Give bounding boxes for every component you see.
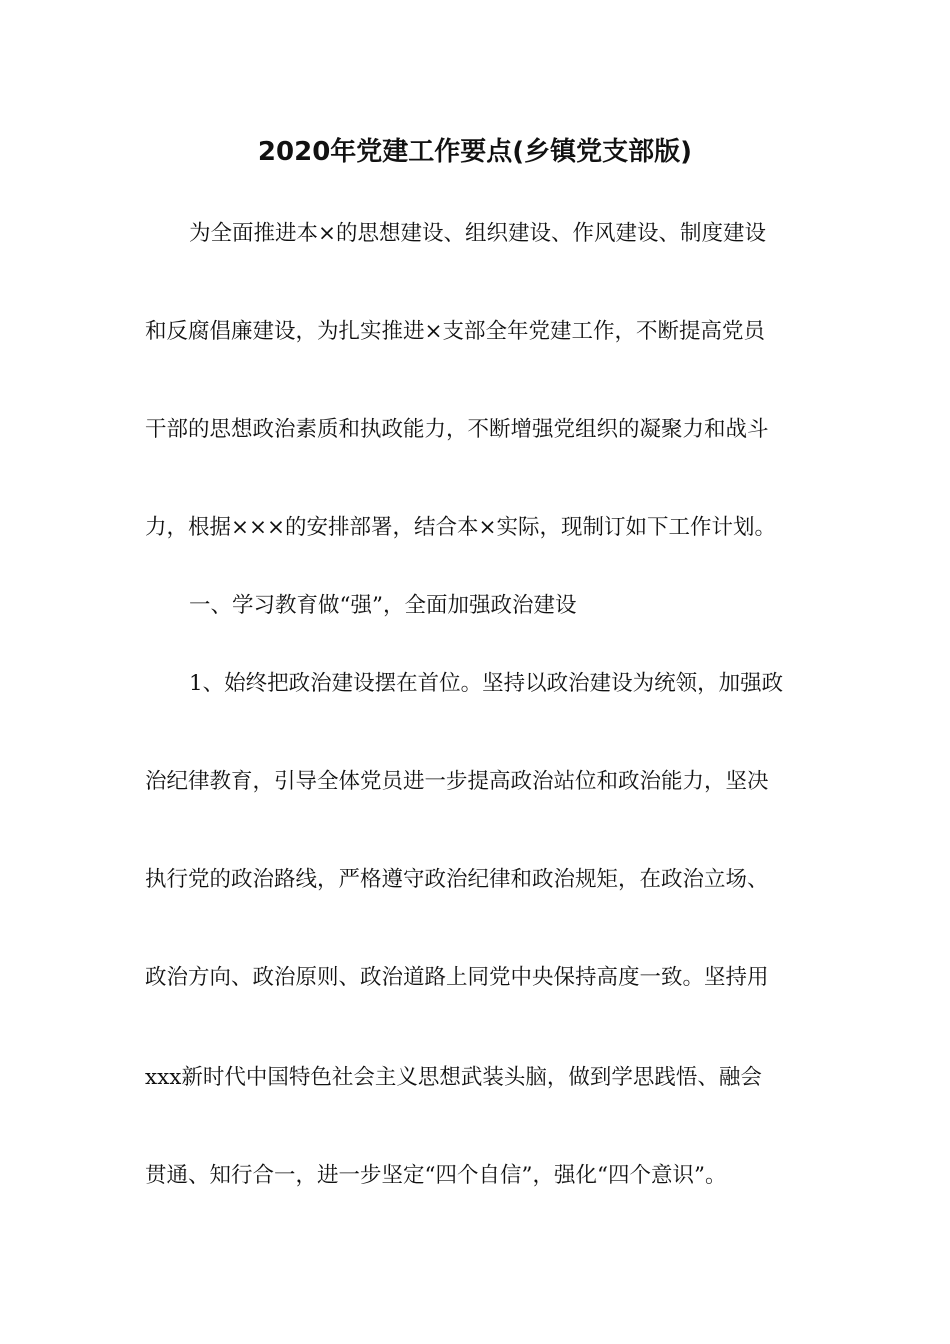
section-heading: 一、学习教育做“强”，全面加强政治建设 [189, 593, 577, 618]
paragraph-line: 干部的思想政治素质和执政能力，不断增强党组织的凝聚力和战斗 [145, 417, 769, 442]
paragraph-line: 治纪律教育，引导全体党员进一步提高政治站位和政治能力，坚决 [145, 769, 769, 794]
paragraph-line: 执行党的政治路线，严格遵守政治纪律和政治规矩，在政治立场、 [145, 867, 769, 892]
paragraph-line: 贯通、知行合一，进一步坚定“四个自信”，强化“四个意识”。 [145, 1163, 727, 1188]
paragraph-line: xxx新时代中国特色社会主义思想武装头脑，做到学思践悟、融会 [145, 1065, 762, 1090]
document-title: 2020年党建工作要点(乡镇党支部版) [257, 137, 693, 167]
paragraph-line: 政治方向、政治原则、政治道路上同党中央保持高度一致。坚持用 [145, 965, 769, 990]
paragraph-line: 力，根据×××的安排部署，结合本×实际，现制订如下工作计划。 [145, 515, 777, 540]
paragraph-line: 1、始终把政治建设摆在首位。坚持以政治建设为统领，加强政 [189, 671, 784, 696]
paragraph-line: 为全面推进本×的思想建设、组织建设、作风建设、制度建设 [189, 221, 767, 246]
paragraph-line: 和反腐倡廉建设，为扎实推进×支部全年党建工作，不断提高党员 [145, 319, 766, 344]
